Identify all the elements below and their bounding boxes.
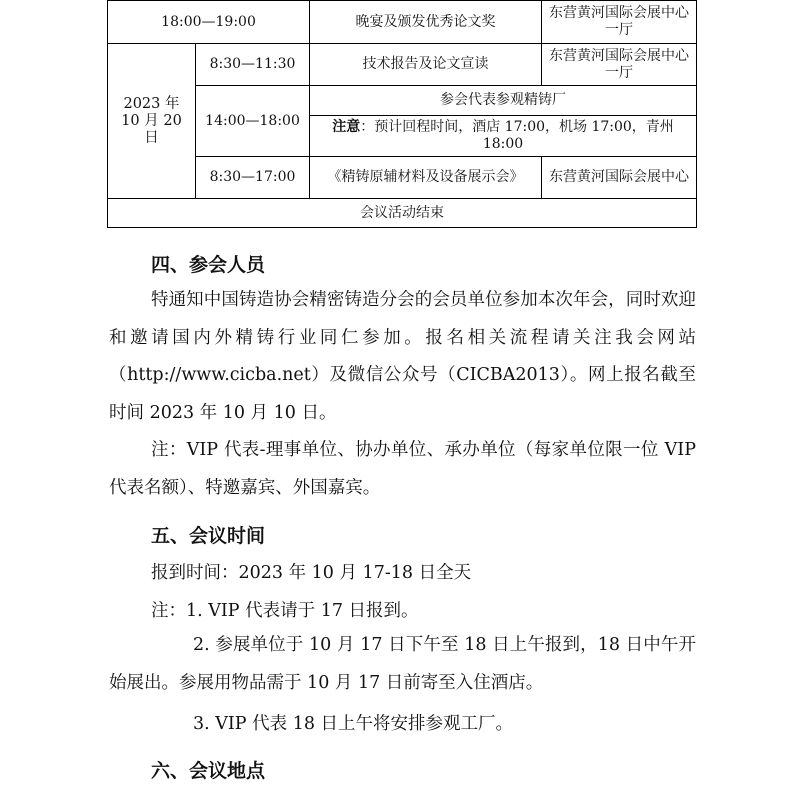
section-heading: 五、会议时间	[151, 525, 266, 547]
event-cell: 技术报告及论文宣读	[310, 44, 542, 86]
schedule-table	[107, 0, 697, 228]
note-line: 3. VIP 代表 18 日上午将安排参观工厂。	[193, 714, 514, 734]
location-cell: 东营黄河国际会展中心一厅	[542, 44, 697, 86]
paragraph: 注：VIP 代表-理事单位、协办单位、承办单位（每家单位限一位 VIP 代表名额）、特邀嘉宾、外国嘉宾。	[109, 440, 696, 498]
time-cell: 18:00—19:00	[108, 1, 310, 44]
time-cell: 8:30—11:30	[196, 44, 310, 86]
section-heading: 六、会议地点	[151, 760, 266, 782]
section-heading: 四、参会人员	[151, 254, 266, 276]
end-cell: 会议活动结束	[108, 199, 697, 228]
schedule-row	[108, 1, 697, 44]
time-cell: 14:00—18:00	[196, 86, 310, 157]
note-line: 2. 参展单位于 10 月 17 日下午至 18 日上午报到，18 日中午开始展出。参展用物品需于 10 月 17 日前寄至入住酒店。	[109, 635, 696, 693]
note-cell	[310, 116, 697, 157]
paragraph: 特通知中国铸造协会精密铸造分会的会员单位参加本次年会，同时欢迎和邀请国内外精铸行业同仁参加。报名相关流程请关注我会网站（http://www.cicba.net）及微信公众号（CICBA2013）。网上报名截至时间 2023 年 10 月 10 日。	[109, 290, 696, 423]
event-cell: 晚宴及颁发优秀论文奖	[310, 1, 542, 44]
schedule-row	[108, 86, 697, 116]
registration-time: 报到时间：2023 年 10 月 17-18 日全天	[151, 563, 472, 583]
event-cell: 《精铸原辅材料及设备展示会》	[310, 157, 542, 199]
schedule-row	[108, 44, 697, 86]
note-line: 注：1. VIP 代表请于 17 日报到。	[151, 601, 419, 621]
location-cell: 东营黄河国际会展中心一厅	[542, 1, 697, 44]
time-cell: 8:30—17:00	[196, 157, 310, 199]
event-cell: 参会代表参观精铸厂	[310, 86, 697, 116]
location-cell: 东营黄河国际会展中心	[542, 157, 697, 199]
note-label: 注意	[332, 119, 361, 135]
schedule-row	[108, 157, 697, 199]
schedule-row	[108, 199, 697, 228]
note-text: ：预计回程时间，酒店 17:00，机场 17:00，青州 18:00	[360, 119, 674, 152]
date-cell: 2023 年 10 月 20 日	[108, 44, 196, 199]
